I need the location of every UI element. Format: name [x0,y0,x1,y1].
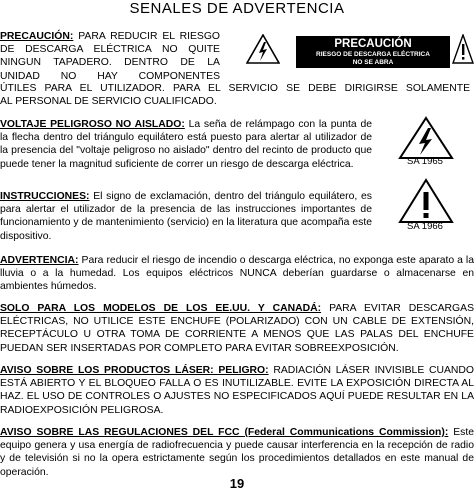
lightning-triangle-icon [246,34,280,64]
page-number: 19 [229,476,245,491]
lightning-triangle-icon-large [398,116,454,160]
precaucion-text-c: AL PERSONAL DE SERVICIO CUALIFICADO. [0,96,217,107]
sa-1966-label: SA 1966 [407,221,443,232]
instrucciones-text: El signo de exclamación, dentro del triángulo equilátero, es para alertar el utilizador de la presencia de las instrucciones importantes de funcionamiento y de mantenimiento (servicio) en la literatura que acompaña este dispositivo. [0,191,372,242]
page-title: SENALES DE ADVERTENCIA [129,0,345,17]
eeuu-paragraph [0,302,474,355]
laser-text: RADIACIÓN LÁSER INVISIBLE CUANDO ESTÁ ABIERTO Y EL BLOQUEO FALLA O ES INUTILIZABLE. EVITE LA EXPOSICIÓN DIRECTA AL HAZ. EL USO DE CONTROLES O AJUSTES NO ESPECIFICADOS AQUÍ PUEDE RESULTAR EN LA RADIOEXPOSICIÓN PELIGROSA. [0,365,474,416]
fcc-paragraph [0,426,474,479]
advertencia-label: ADVERTENCIA: [0,255,79,266]
eeuu-label: SOLO PARA LOS MODELOS DE LOS EE.UU. Y CANADÁ: [0,303,322,314]
eeuu-text: PARA EVITAR DESCARGAS ELÉCTRICAS, NO UTILICE ESTE ENCHUFE (POLARIZADO) CON UN CABLE DE EXTENSIÓN, RECEPTÁCULO U OTRA TOMA DE CORRIENTE A MENOS QUE LAS PALAS DEL ENCHUFE PUEDAN SER INSERTADAS POR COMPLETO PARA EVITAR SOBREEXPOSICIÓN. [0,303,474,354]
fcc-label: AVISO SOBRE LAS REGULACIONES DEL FCC (Federal Communications Commission): [0,427,449,438]
voltaje-text: La seña de relámpago con la punta de la flecha dentro del triángulo equilátero está puesto para alertar al utilizador de la presencia del "voltaje peligroso no aislado" dentro del recinto de producto que puede tener la magnitud suficiente de correr un riesgo de descarga eléctrica. [0,119,373,170]
laser-label: AVISO SOBRE LOS PRODUCTOS LÁSER: PELIGRO: [0,365,269,376]
sa-1965-label: SA 1965 [407,156,443,167]
advertencia-text: Para reducir el riesgo de incendio o descarga eléctrica, no exponga este aparato a la lluvia o a la humedad. Los equipos eléctricos NUNCA deberían guardarse o almacenarse en ambientes húmedos. [0,255,474,293]
precaucion-label: PRECAUCIÓN: [0,31,74,42]
advertencia-paragraph [0,254,474,294]
fcc-text: Este equipo genera y usa energía de radiofrecuencia y puede causar interferencia en la recepción de radio y de televisión si no la opera estrictamente según los procedimientos detallados en este manual de operación. [0,427,474,478]
exclamation-triangle-icon-large [398,178,454,224]
caution-box-title: PRECAUCIÓN [334,38,412,50]
precaucion-paragraph [0,30,220,83]
precaucion-paragraph-cont [0,82,470,95]
precaucion-paragraph-end [0,95,470,108]
voltaje-paragraph [0,118,372,171]
instrucciones-paragraph [0,190,372,243]
instrucciones-label: INSTRUCCIONES: [0,191,90,202]
caution-box-line2: NO SE ABRA [352,59,394,66]
exclamation-triangle-icon-small [452,34,474,64]
caution-label-box [296,36,450,68]
voltaje-label: VOLTAJE PELIGROSO NO AISLADO: [0,119,185,130]
precaucion-text-a: PARA REDUCIR EL RIESGO DE DESCARGA ELÉCTRICA NO QUITE NINGUN TAPADERO. DENTRO DE LA UNIDAD NO HAY COMPONENTES [0,31,221,82]
caution-box-line1: RIESGO DE DESCARGA ELÉCTRICA [316,51,430,58]
laser-paragraph [0,364,474,417]
precaucion-text-b: ÚTILES PARA EL UTILIZADOR. PARA EL SERVICIO SE DEBE DIRIGIRSE SOLAMENTE [0,83,470,94]
